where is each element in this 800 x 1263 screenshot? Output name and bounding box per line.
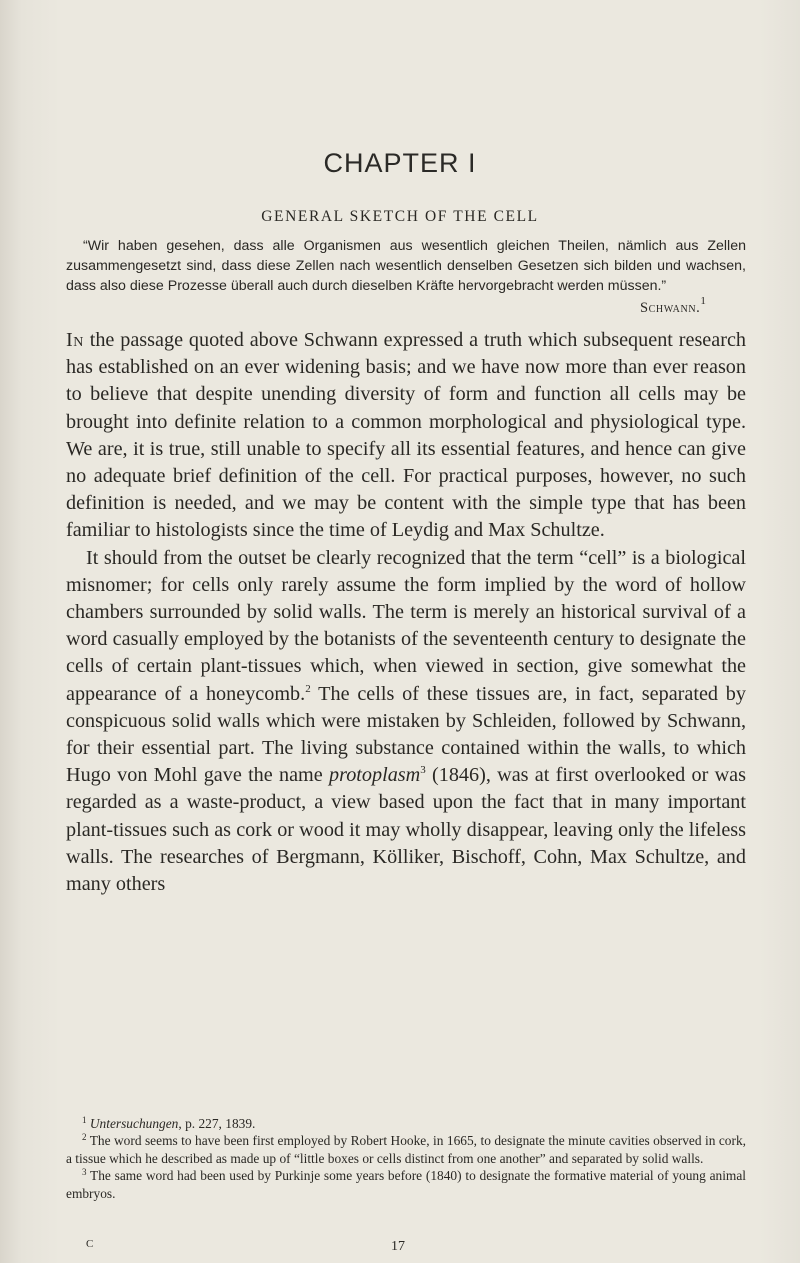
chapter-heading: CHAPTER I	[323, 148, 477, 178]
footnote-3-mark: 3	[82, 1167, 87, 1178]
footnote-1-title: Untersuchungen	[89, 1116, 179, 1131]
footnote-1-mark: 1	[82, 1115, 87, 1125]
footnote-2-mark: 2	[82, 1132, 87, 1143]
paragraph-2-part-2: The cells of these tissues are, in fact, separated by conspicuous solid walls which were mistaken by Schleiden, followed by Schwann, for their essential part. The living substance contained within the walls, to which Hugo von Mohl gave the name	[66, 682, 746, 787]
footnotes	[66, 1115, 746, 1202]
footnote-3	[66, 1167, 746, 1202]
epigraph-attribution	[640, 295, 707, 317]
epigraph-quote: “Wir haben gesehen, dass alle Organismen aus wesentlich gleichen Theilen, nämlich aus Zellen zusammengesetzt sind, dass diese Zellen nach wesentlich denselben Gesetzen sich bilden und wachsen, dass also diese Prozesse überall auch durch dieselben Kräfte hervorgebracht werden müssen.”	[66, 238, 746, 294]
paragraph-2	[66, 545, 746, 899]
footnote-ref-2: 2	[305, 682, 311, 695]
footnote-2	[66, 1132, 746, 1167]
footnote-ref-1: 1	[700, 295, 707, 307]
footnote-3-text: The same word had been used by Purkinje some years before (1840) to designate the formative material of young animal embryos.	[66, 1168, 747, 1201]
paragraph-1-text: the passage quoted above Schwann expressed a truth which subsequent research has established on an ever widening basis; and we have now more than ever reason to believe that despite unending diversity of form and function all cells may be brought into definite relation to a common morphological and physiological type. We are, it is true, still unable to specify all its essential features, and hence can give no adequate brief definition of the cell. For practical purposes, however, no such definition is needed, and we may be content with the simple type that has been familiar to histologists since the time of Leydig and Max Schultze.	[66, 329, 746, 542]
protoplasm-term: protoplasm	[329, 764, 421, 787]
paragraph-1	[66, 327, 746, 545]
body-text	[66, 327, 746, 898]
epigraph-author: Schwann.	[640, 300, 701, 316]
footnote-1	[66, 1115, 746, 1132]
footnote-2-text: The word seems to have been first employed by Robert Hooke, in 1665, to designate the minute cavities observed in cork, a tissue which he described as made up of “little boxes or cells distinct from one another” and separated by solid walls.	[66, 1133, 746, 1166]
page-number: 17	[391, 1239, 405, 1254]
paragraph-1-initial: In	[66, 329, 84, 351]
paragraph-2-part-3: (1846), was at first overlooked or was regarded as a waste-product, a view based upon the fact that in many important plant-tissues such as cork or wood it may wholly disappear, leaving only the lifeless walls. The researches of Bergmann, Kölliker, Bischoff, Cohn, Max Schultze, and many others	[66, 764, 746, 896]
section-title: GENERAL SKETCH OF THE CELL	[261, 208, 539, 225]
footnote-ref-3: 3	[420, 764, 426, 777]
paragraph-2-part-1: It should from the outset be clearly recognized that the term “cell” is a biological misnomer; for cells only rarely assume the form implied by the word of hollow chambers surrounded by solid walls. The term is merely an historical survival of a word casually employed by the botanists of the seventeenth century to designate the cells of certain plant-tissues which, when viewed in section, give somewhat the appearance of a honeycomb.	[66, 546, 746, 705]
signature-mark: C	[86, 1238, 94, 1250]
footnote-1-text: , p. 227, 1839.	[178, 1116, 256, 1131]
